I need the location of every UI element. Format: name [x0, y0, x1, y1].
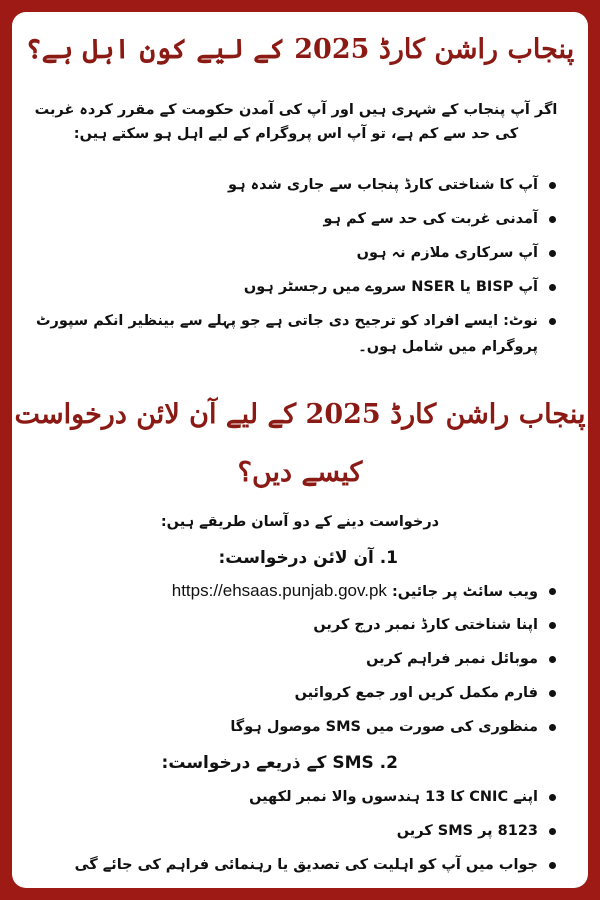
list-item: فارم مکمل کریں اور جمع کروائیں	[34, 680, 560, 714]
methods-intro: درخواست دینے کے دو آسان طریقے ہیں:	[160, 514, 440, 530]
list-item: آپ کا شناختی کارڈ پنجاب سے جاری شدہ ہو	[34, 172, 560, 206]
list-item	[34, 578, 560, 612]
sms-application-title: 2. SMS کے ذریعے درخواست:	[161, 753, 398, 773]
list-item: جواب میں آپ کو اہلیت کی تصدیق یا رہنمائی فراہم کی جائے گی	[34, 852, 560, 886]
eligibility-list	[34, 172, 560, 360]
list-item: موبائل نمبر فراہم کریں	[34, 646, 560, 680]
info-card	[12, 12, 588, 888]
list-item: آمدنی غربت کی حد سے کم ہو	[34, 206, 560, 240]
list-item: اپنے CNIC کا 13 ہندسوں والا نمبر لکھیں	[34, 784, 560, 818]
list-item: منظوری کی صورت میں SMS موصول ہوگا	[34, 714, 560, 748]
list-item: آپ BISP یا NSER سروے میں رجسٹر ہوں	[34, 274, 560, 308]
eligibility-heading: پنجاب راشن کارڈ 2025 کے لیے کون اہل ہے؟	[25, 34, 575, 65]
online-steps-list	[34, 578, 560, 748]
step-text: ویب سائٹ پر جائیں:	[391, 584, 538, 600]
apply-online-heading: پنجاب راشن کارڈ 2025 کے لیے آن لائن درخواست کیسے دیں؟	[14, 399, 586, 488]
list-item: اپنا شناختی کارڈ نمبر درج کریں	[34, 612, 560, 646]
note-item: نوٹ: ایسے افراد کو ترجیح دی جاتی ہے جو پہلے سے بینظیر انکم سپورٹ پروگرام میں شامل ہوں۔	[34, 308, 560, 360]
intro-paragraph: اگر آپ پنجاب کے شہری ہیں اور آپ کی آمدن حکومت کے مقرر کردہ غربت کی حد سے کم ہے، تو آپ اس پروگرام کے لیے اہل ہو سکتے ہیں:	[34, 102, 558, 142]
website-link[interactable]: https://ehsaas.punjab.gov.pk	[171, 581, 387, 600]
sms-steps-list	[34, 784, 560, 886]
online-application-title: 1. آن لائن درخواست:	[218, 548, 398, 568]
list-item: آپ سرکاری ملازم نہ ہوں	[34, 240, 560, 274]
list-item: 8123 پر SMS کریں	[34, 818, 560, 852]
